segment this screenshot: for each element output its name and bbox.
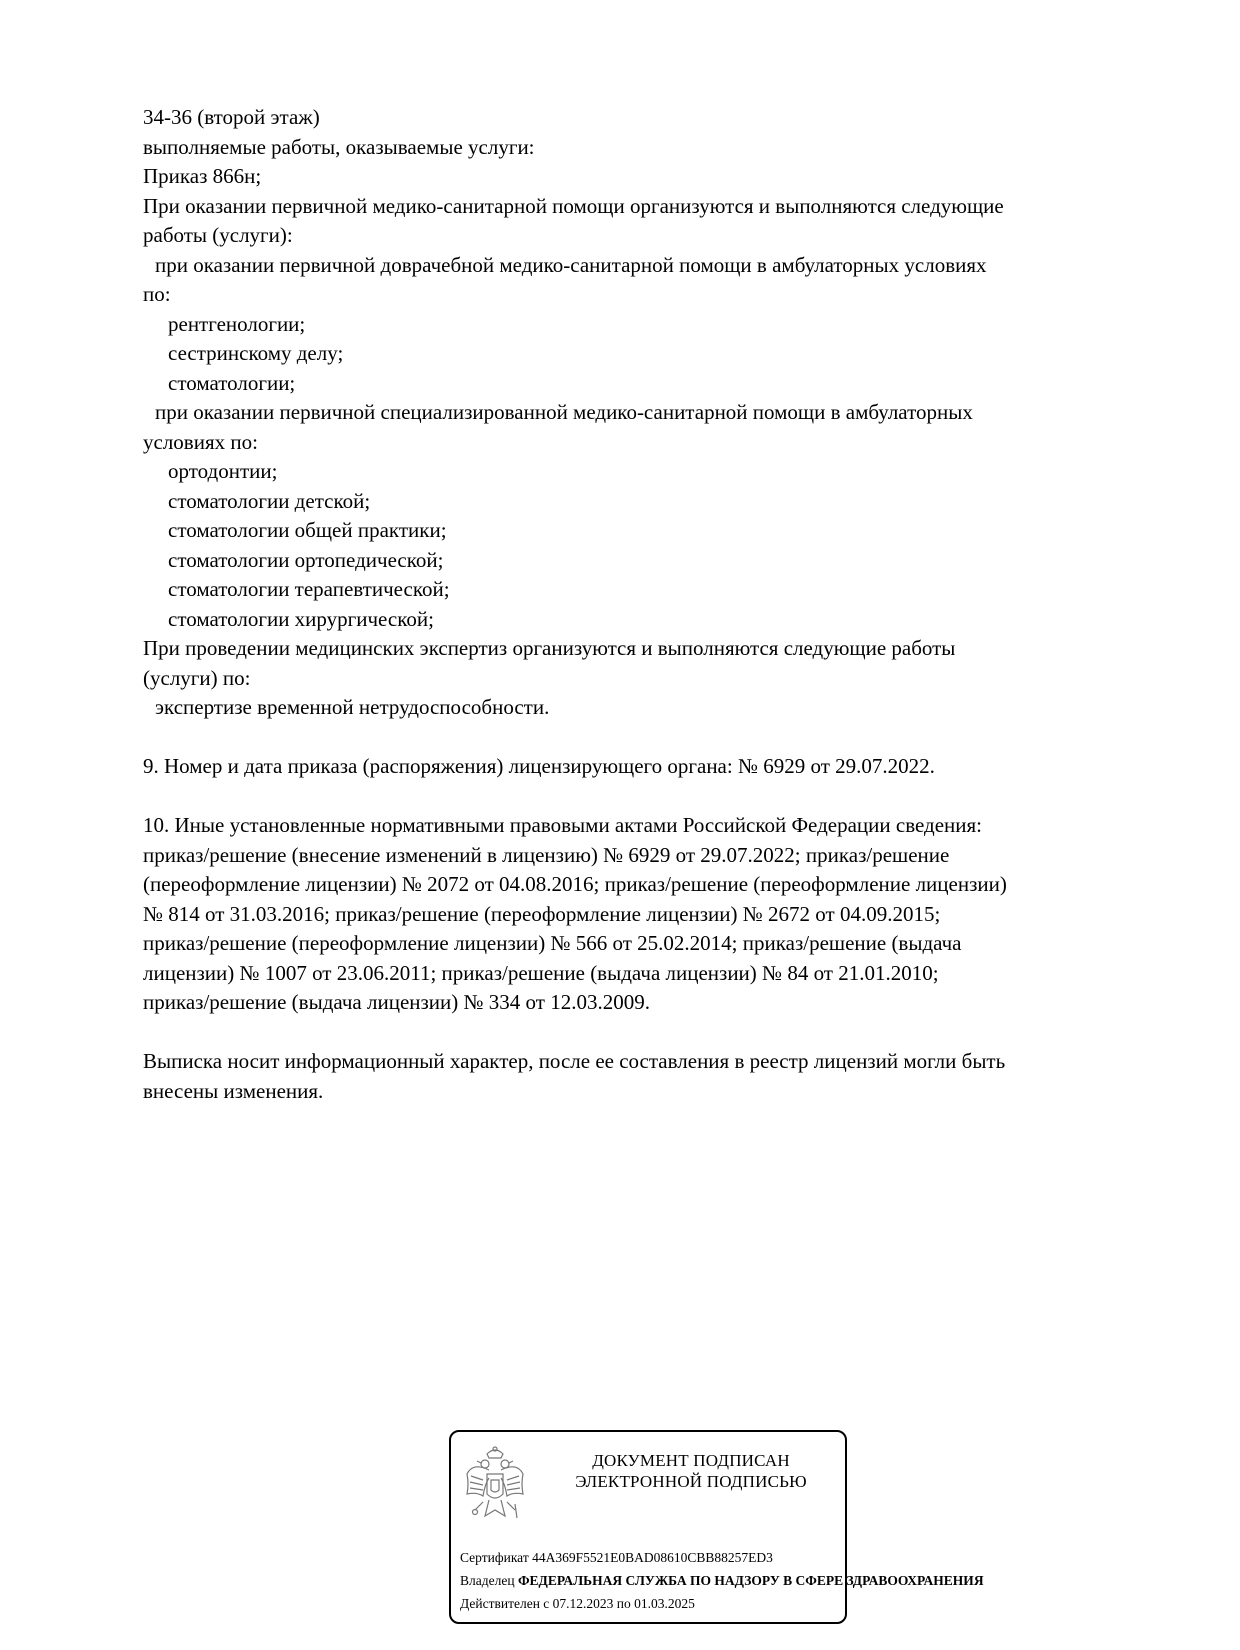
text-line: приказ/решение (переоформление лицензии) № 566 от 25.02.2014; приказ/решение (выдача bbox=[143, 931, 962, 955]
text-line: стоматологии хирургической; bbox=[168, 606, 434, 631]
text-line: № 814 от 31.03.2016; приказ/решение (переоформление лицензии) № 2672 от 04.09.2015; bbox=[143, 901, 941, 926]
owner-line bbox=[460, 1569, 984, 1592]
certificate-line bbox=[460, 1546, 842, 1569]
text-line: 34-36 (второй этаж) bbox=[143, 105, 320, 129]
text-line: приказ/решение (внесение изменений в лицензию) № 6929 от 29.07.2022; приказ/решение bbox=[143, 842, 950, 867]
text-line: стоматологии; bbox=[168, 370, 296, 395]
text-line: сестринскому делу; bbox=[168, 341, 344, 365]
text-line: по: bbox=[143, 282, 171, 306]
text-line: лицензии) № 1007 от 23.06.2011; приказ/решение (выдача лицензии) № 84 от 21.01.2010; bbox=[143, 960, 939, 985]
text-line: стоматологии терапевтической; bbox=[168, 577, 450, 601]
text-line: стоматологии детской; bbox=[168, 488, 371, 513]
text-line: экспертизе временной нетрудоспособности. bbox=[155, 695, 550, 719]
text-line: стоматологии ортопедической; bbox=[168, 547, 444, 572]
text-line: 9. Номер и дата приказа (распоряжения) лицензирующего органа: № 6929 от 29.07.2022. bbox=[143, 754, 935, 778]
text-line: Приказ 866н; bbox=[143, 164, 262, 188]
text-line: (услуги) по: bbox=[143, 665, 251, 690]
text-line: при оказании первичной доврачебной медико-санитарной помощи в амбулаторных условиях bbox=[155, 252, 987, 277]
document-body bbox=[143, 103, 1153, 1106]
blank-line bbox=[143, 723, 1153, 753]
certificate-value: 44A369F5521E0BAD08610CBB88257ED3 bbox=[532, 1550, 773, 1565]
text-line: работы (услуги): bbox=[143, 223, 293, 247]
blank-line bbox=[143, 1018, 1153, 1048]
electronic-signature-stamp bbox=[449, 1430, 984, 1624]
signature-heading-line1: ДОКУМЕНТ ПОДПИСАН bbox=[592, 1451, 790, 1470]
text-line: условиях по: bbox=[143, 429, 258, 454]
blank-line bbox=[143, 782, 1153, 812]
signature-heading-line2: ЭЛЕКТРОННОЙ ПОДПИСЬЮ bbox=[575, 1472, 807, 1491]
text-line: (переоформление лицензии) № 2072 от 04.08.2016; приказ/решение (переоформление лицензии) bbox=[143, 872, 1007, 896]
signature-heading bbox=[546, 1450, 836, 1492]
coat-of-arms-icon bbox=[463, 1444, 527, 1530]
text-line: стоматологии общей практики; bbox=[168, 518, 447, 542]
signature-details bbox=[460, 1546, 984, 1615]
owner-value: ФЕДЕРАЛЬНАЯ СЛУЖБА ПО НАДЗОРУ В СФЕРЕ ЗДРАВООХРАНЕНИЯ bbox=[517, 1573, 984, 1588]
text-line: При проведении медицинских экспертиз организуются и выполняются следующие работы bbox=[143, 636, 956, 660]
text-line: выполняемые работы, оказываемые услуги: bbox=[143, 134, 535, 159]
certificate-label: Сертификат bbox=[460, 1550, 529, 1565]
text-line: рентгенологии; bbox=[168, 311, 306, 336]
text-line: ортодонтии; bbox=[168, 459, 278, 483]
text-line: приказ/решение (выдача лицензии) № 334 от 12.03.2009. bbox=[143, 990, 650, 1014]
owner-label: Владелец bbox=[460, 1573, 515, 1588]
text-line: Выписка носит информационный характер, после ее составления в реестр лицензий могли быть bbox=[143, 1049, 1006, 1073]
text-line: при оказании первичной специализированной медико-санитарной помощи в амбулаторных bbox=[155, 400, 973, 424]
text-line: При оказании первичной медико-санитарной помощи организуются и выполняются следующие bbox=[143, 193, 1004, 218]
validity-line: Действителен с 07.12.2023 по 01.03.2025 bbox=[460, 1596, 695, 1611]
text-line: внесены изменения. bbox=[143, 1078, 324, 1103]
text-line: 10. Иные установленные нормативными правовыми актами Российской Федерации сведения: bbox=[143, 813, 983, 837]
